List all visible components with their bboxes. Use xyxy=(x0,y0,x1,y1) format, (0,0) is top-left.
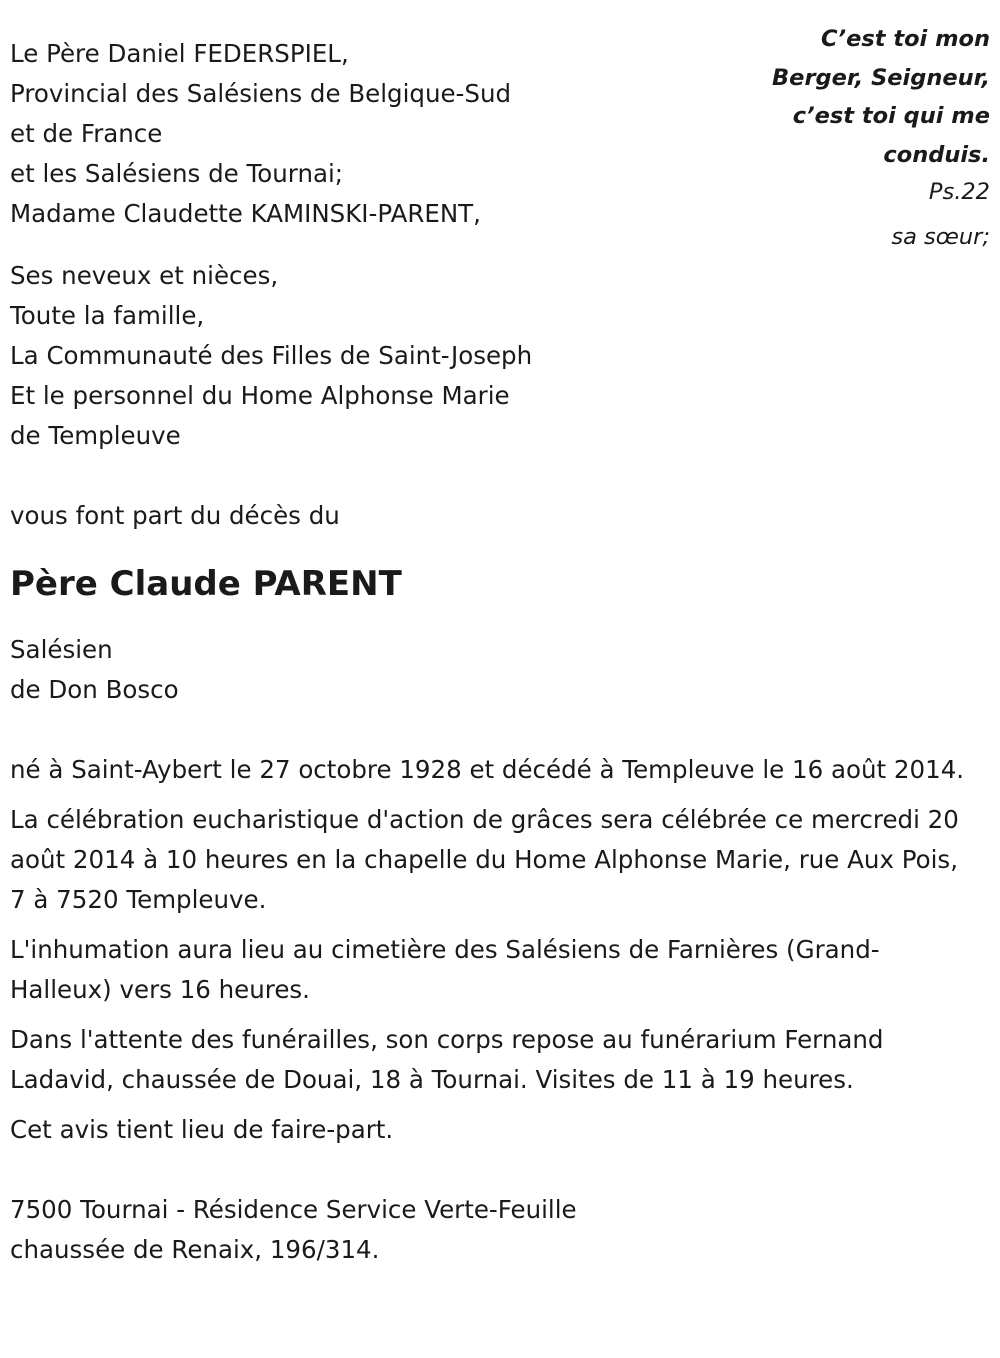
spacer xyxy=(10,710,970,750)
address-block xyxy=(10,1190,970,1270)
spacer xyxy=(10,920,970,930)
quote-line: c’est toi qui me xyxy=(792,103,990,129)
spacer xyxy=(10,456,970,496)
funeral-home-paragraph: Dans l'attente des funérailles, son corps repose au funérarium Fernand Ladavid, chaussée de Douai, 18 à Tournai. Visites de 11 à 19 heures. xyxy=(10,1025,884,1094)
spacer xyxy=(10,1100,970,1110)
spacer xyxy=(10,790,970,800)
relation-label: sa sœur; xyxy=(891,224,990,250)
ceremony-paragraph: La célébration eucharistique d'action de grâces sera célébrée ce mercredi 20 août 2014 à 10 heures en la chapelle du Home Alphonse Marie, rue Aux Pois, 7 à 7520 Templeuve. xyxy=(10,805,959,914)
death-notice xyxy=(10,34,970,1270)
announcement-text: vous font part du décès du xyxy=(10,501,340,530)
announcer-line: et de France xyxy=(10,119,163,148)
notice-statement: Cet avis tient lieu de faire-part. xyxy=(10,1115,394,1144)
quote-line: Berger, Seigneur, xyxy=(772,64,990,91)
spacer xyxy=(10,1150,970,1190)
quote-line: C’est toi mon xyxy=(821,26,990,52)
address-line: chaussée de Renaix, 196/314. xyxy=(10,1235,380,1264)
birth-death-paragraph: né à Saint-Aybert le 27 octobre 1928 et décédé à Templeuve le 16 août 2014. xyxy=(10,755,965,784)
quote-reference: Ps.22 xyxy=(928,179,990,205)
announcer-line: Et le personnel du Home Alphonse Marie xyxy=(10,381,510,410)
announcer-line: Madame Claudette KAMINSKI-PARENT, xyxy=(10,199,481,228)
role-line: de Don Bosco xyxy=(10,675,179,704)
announcer-line: de Templeuve xyxy=(10,421,181,450)
announcers-group-2 xyxy=(10,256,970,456)
announcers-group-1 xyxy=(10,34,970,234)
deceased-name: Père Claude PARENT xyxy=(10,564,402,604)
announcer-line: Provincial des Salésiens de Belgique-Sud xyxy=(10,79,512,108)
deceased-role xyxy=(10,630,970,710)
announcer-line: Toute la famille, xyxy=(10,301,205,330)
details-section xyxy=(10,750,970,1150)
quote-line: conduis. xyxy=(883,141,990,168)
announcer-line: La Communauté des Filles de Saint-Joseph xyxy=(10,341,533,370)
spacer xyxy=(10,1010,970,1020)
role-line: Salésien xyxy=(10,635,113,664)
announcer-line: Le Père Daniel FEDERSPIEL, xyxy=(10,39,349,68)
announcer-line: Ses neveux et nièces, xyxy=(10,261,279,290)
burial-paragraph: L'inhumation aura lieu au cimetière des Salésiens de Farnières (Grand-Halleux) vers 16 heures. xyxy=(10,935,880,1004)
spacer xyxy=(10,234,970,256)
address-line: 7500 Tournai - Résidence Service Verte-Feuille xyxy=(10,1195,577,1224)
announcer-line: et les Salésiens de Tournai; xyxy=(10,159,344,188)
